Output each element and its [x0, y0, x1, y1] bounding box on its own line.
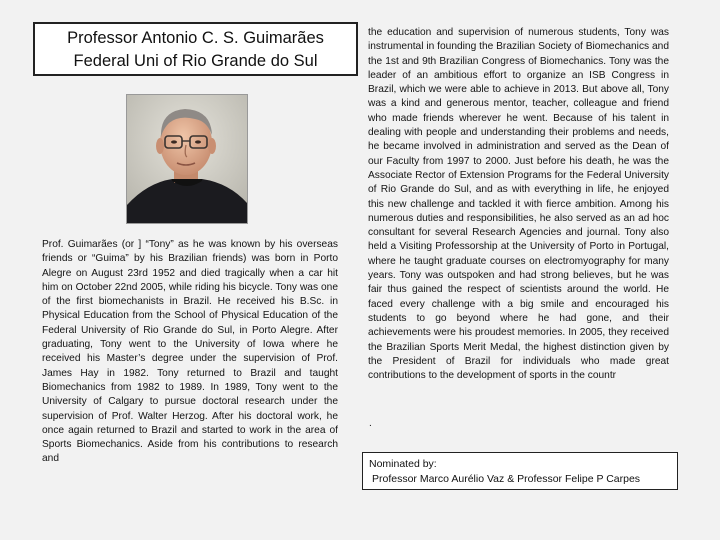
nomination-box — [362, 452, 678, 490]
title-box — [33, 22, 358, 76]
bio-right-column: the education and supervision of numerous students, Tony was instrumental in founding the Brazilian Society of Biomechanics and the 1st and 9th Brazilian Congress of Biomechanics. Tony was the leader of an ambitious effort to organize an ISB Congress in Brazil, which we were able to achieve in 2013. But above all, Tony was a kind and generous mentor, teacher, colleague and friend who made friends wherever he went. Because of his talent in dealing with people and understanding their problems and needs, he became involved in administration and served as the Dean of our Faculty from 1997 to 2000. Just before his death, he was the Associate Rector of Extension Programs for the Federal University of Rio Grande do Sul, and as with everything in life, he enjoyed this new challenge and tackled it with fierce ambition. Among his numerous duties and responsibilities, he also served as an ad hoc consultant for several Research Agencies and journal. Tony also held a Visiting Professorship at the University of Porto in Portugal, where he taught graduate courses on electromyography for many years. Tony was outspoken and had strong believes, but he was fair thus gained the respect of scientists around the world. He faced every challenge with a big smile and encouraged his students to go beyond where he had gone, and their achievements were his proudest memories. In 2005, they received the Brazilian Sports Merit Medal, the highest distinction given by the President of Brazil for individuals who made great contributions to the development of sports in the countr — [368, 27, 669, 382]
portrait-image — [127, 95, 247, 223]
bio-left-column: Prof. Guimarães (or ] “Tony” as he was known by his overseas friends or “Guima” by his Brazilian friends) was born in Porto Alegre on August 23rd 1952 and died tragically when a car hit him on October 22nd 2005, while riding his bicycle. Tony was one of the first biomechanists in Brazil. He received his B.Sc. in Physical Education from the School of Physical Education of the Federal University of Rio Grande do Sul, in Porto Alegre. After graduating, Tony went to the University of Iowa where he received his Master’s degree under the supervision of Prof. James Hay in 1982. Tony returned to Brazil and taught Biomechanics from 1982 to 1989. In 1989, Tony went to the University of Calgary to pursue doctoral research under the supervision of Prof. Walter Herzog. After his doctoral work, he once again returned to Brazil and started to work in the area of Sports Biomechanics. Aside from his contributions to research and — [42, 239, 338, 465]
nomination-label: Nominated by: — [369, 458, 437, 470]
nominator-names: Professor Marco Aurélio Vaz & Professor Felipe P Carpes — [372, 472, 641, 485]
professor-name: Professor Antonio C. S. Guimarães — [67, 29, 324, 47]
portrait-photo — [126, 94, 248, 224]
affiliation: Federal Uni of Rio Grande do Sul — [73, 52, 318, 70]
trailing-mark: . — [369, 418, 372, 429]
